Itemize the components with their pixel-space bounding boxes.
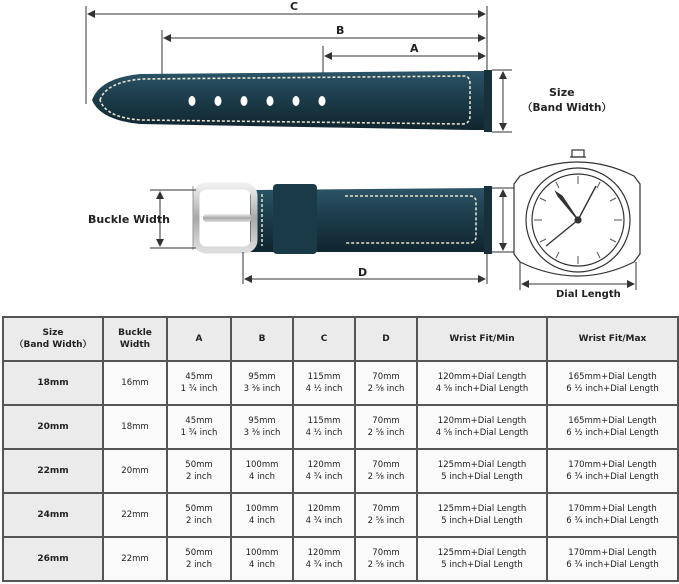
cell-min [417,537,547,581]
cell-c-imperial: 4 ¾ inch [305,560,343,570]
cell-c-metric: 115mm [307,372,341,382]
long-strap [92,70,492,132]
buckle-strap [250,184,492,254]
table-header-row [3,317,678,361]
cell-buckle-width: 22mm [103,537,167,581]
header-a: A [167,317,231,361]
cell-size: 26mm [3,537,103,581]
table-row [3,449,678,493]
cell-a [167,361,231,405]
cell-c-imperial: 4 ¾ inch [305,516,343,526]
cell-min [417,493,547,537]
cell-a [167,537,231,581]
table-row [3,493,678,537]
cell-c-metric: 120mm [307,548,341,558]
cell-d-metric: 70mm [372,548,400,558]
cell-b-imperial: 4 inch [249,472,275,482]
header-wrist-fit-max: Wrist Fit/Max [547,317,678,361]
cell-a-imperial: 2 inch [186,472,212,482]
header-c: C [293,317,355,361]
cell-max [547,537,678,581]
cell-max-metric: 165mm+Dial Length [568,416,657,426]
cell-b-metric: 95mm [248,372,276,382]
cell-max-imperial: 6 ½ inch+Dial Length [566,428,659,438]
cell-d-metric: 70mm [372,416,400,426]
cell-c-imperial: 4 ½ inch [305,428,343,438]
label-d: D [358,266,368,279]
cell-buckle-width: 16mm [103,361,167,405]
cell-min-metric: 120mm+Dial Length [437,372,527,382]
cell-c-metric: 120mm [307,504,341,514]
cell-min-imperial: 5 inch+Dial Length [441,560,523,570]
cell-b-imperial: 4 inch [249,560,275,570]
cell-max [547,361,678,405]
cell-a-metric: 50mm [185,548,213,558]
cell-d-imperial: 2 ⅝ inch [367,516,405,526]
cell-b-metric: 95mm [248,416,276,426]
cell-a-metric: 45mm [185,416,213,426]
cell-a-imperial: 2 inch [186,560,212,570]
dimension-a [323,46,485,74]
cell-max [547,449,678,493]
cell-b-imperial: 4 inch [249,516,275,526]
cell-min-imperial: 5 inch+Dial Length [441,472,523,482]
cell-c-metric: 120mm [307,460,341,470]
cell-min-metric: 125mm+Dial Length [437,460,527,470]
cell-max-metric: 170mm+Dial Length [568,548,657,558]
cell-c [293,361,355,405]
cell-min-imperial: 4 ⅝ inch+Dial Length [435,384,529,394]
buckle [193,186,254,250]
cell-size: 24mm [3,493,103,537]
cell-c-metric: 115mm [307,416,341,426]
cell-min-metric: 125mm+Dial Length [437,504,527,514]
cell-min-metric: 125mm+Dial Length [437,548,527,558]
cell-d [355,493,417,537]
cell-a [167,405,231,449]
dimension-band-at-watch [490,188,514,252]
cell-c [293,449,355,493]
cell-d [355,361,417,405]
cell-a-metric: 50mm [185,460,213,470]
cell-min-imperial: 4 ⅝ inch+Dial Length [435,428,529,438]
label-b: B [336,24,345,37]
cell-a-imperial: 1 ¾ inch [180,428,218,438]
dimension-size [492,70,512,132]
header-size: Size （Band Width） [3,317,103,361]
table-row [3,405,678,449]
size-table [2,316,679,582]
cell-b [231,361,293,405]
header-b: B [231,317,293,361]
cell-min-metric: 120mm+Dial Length [437,416,527,426]
cell-c [293,405,355,449]
header-d: D [355,317,417,361]
cell-buckle-width: 22mm [103,493,167,537]
cell-b-metric: 100mm [245,548,279,558]
cell-a-metric: 45mm [185,372,213,382]
cell-a-metric: 50mm [185,504,213,514]
watch-outline [514,150,640,276]
cell-buckle-width: 20mm [103,449,167,493]
cell-d-metric: 70mm [372,460,400,470]
label-buckle-width: Buckle Width [88,213,170,226]
cell-b-imperial: 3 ⅜ inch [243,384,281,394]
cell-c [293,493,355,537]
cell-max-imperial: 6 ¾ inch+Dial Length [566,516,659,526]
cell-c-imperial: 4 ¾ inch [305,472,343,482]
cell-max [547,405,678,449]
cell-d-imperial: 2 ⅝ inch [367,472,405,482]
table-row [3,537,678,581]
cell-c-imperial: 4 ½ inch [305,384,343,394]
cell-d-imperial: 2 ⅝ inch [367,560,405,570]
cell-b [231,493,293,537]
cell-b-metric: 100mm [245,504,279,514]
cell-max-imperial: 6 ¾ inch+Dial Length [566,472,659,482]
cell-d-imperial: 2 ⅝ inch [367,384,405,394]
cell-min [417,449,547,493]
cell-min [417,405,547,449]
label-a: A [410,42,419,55]
header-buckle-width: Buckle Width [103,317,167,361]
cell-b [231,449,293,493]
cell-a [167,449,231,493]
cell-d [355,537,417,581]
cell-d [355,405,417,449]
label-c: C [290,0,299,13]
label-dial-length: Dial Length [556,289,621,300]
table-row [3,361,678,405]
cell-d-metric: 70mm [372,372,400,382]
cell-size: 18mm [3,361,103,405]
label-band-width: （Band Width） [522,102,612,114]
cell-d-metric: 70mm [372,504,400,514]
cell-b-metric: 100mm [245,460,279,470]
cell-d [355,449,417,493]
cell-a [167,493,231,537]
cell-b-imperial: 3 ⅜ inch [243,428,281,438]
cell-c [293,537,355,581]
cell-min [417,361,547,405]
cell-buckle-width: 18mm [103,405,167,449]
cell-d-imperial: 2 ⅝ inch [367,428,405,438]
cell-max-metric: 165mm+Dial Length [568,372,657,382]
label-size: Size [549,86,575,99]
cell-a-imperial: 2 inch [186,516,212,526]
cell-max [547,493,678,537]
cell-b [231,405,293,449]
cell-size: 20mm [3,405,103,449]
cell-min-imperial: 5 inch+Dial Length [441,516,523,526]
cell-max-metric: 170mm+Dial Length [568,504,657,514]
cell-a-imperial: 1 ¾ inch [180,384,218,394]
cell-b [231,537,293,581]
header-wrist-fit-min: Wrist Fit/Min [417,317,547,361]
cell-size: 22mm [3,449,103,493]
cell-max-metric: 170mm+Dial Length [568,460,657,470]
cell-max-imperial: 6 ½ inch+Dial Length [566,384,659,394]
cell-max-imperial: 6 ¾ inch+Dial Length [566,560,659,570]
